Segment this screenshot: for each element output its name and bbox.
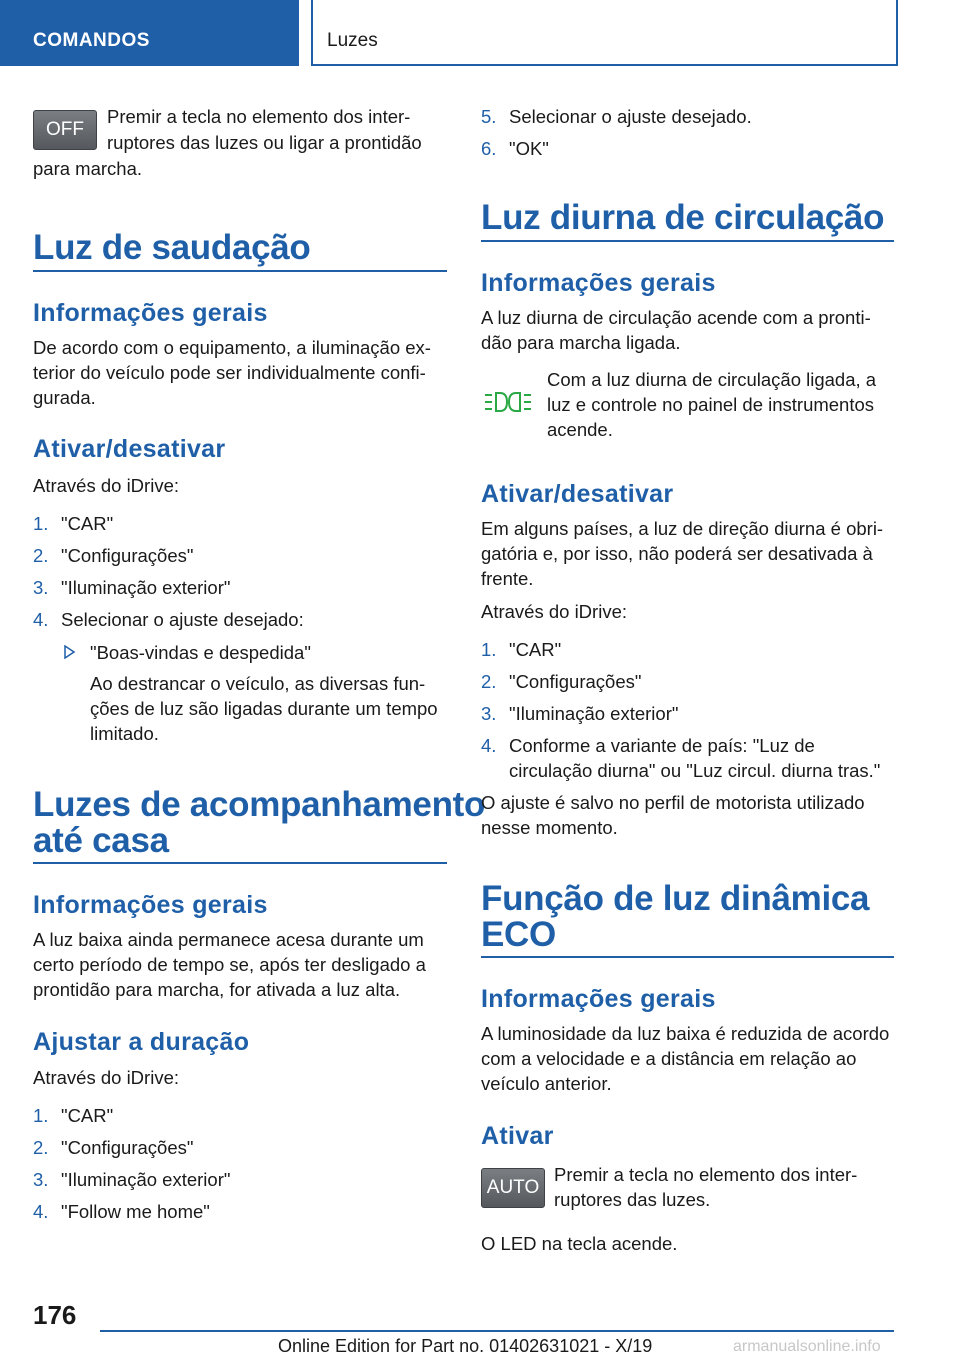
intro-text: para marcha. — [33, 158, 142, 179]
list-number: 1. — [33, 513, 49, 534]
list-item: "CAR" — [61, 1105, 114, 1126]
list-number: 3. — [481, 703, 497, 724]
heading-funcao-eco: Função de luz dinâmica — [481, 879, 870, 918]
list-number: 5. — [481, 106, 497, 127]
heading-rule — [33, 270, 447, 272]
list-number: 4. — [33, 609, 49, 630]
body-text: ruptores das luzes. — [554, 1189, 711, 1210]
body-text: frente. — [481, 568, 534, 589]
triangle-right-icon — [64, 645, 76, 659]
chapter-title: Luzes — [327, 30, 378, 51]
list-number: 6. — [481, 138, 497, 159]
body-text: Premir a tecla no elemento dos inter- — [554, 1164, 858, 1185]
heading-informacoes-gerais: Informações gerais — [33, 299, 268, 327]
body-text: acende. — [547, 419, 613, 440]
sub-list-desc: Ao destrancar o veículo, as diversas fun- — [90, 673, 426, 694]
heading-ativar-desativar: Ativar/desativar — [33, 435, 226, 463]
list-item: "Follow me home" — [61, 1201, 210, 1222]
list-item: "CAR" — [509, 639, 562, 660]
heading-rule — [481, 240, 894, 242]
chapter-tab — [311, 0, 898, 66]
list-item: "Configurações" — [61, 1137, 194, 1158]
body-text: A luminosidade da luz baixa é reduzida de acordo — [481, 1023, 890, 1044]
list-item: "Iluminação exterior" — [61, 1169, 231, 1190]
list-number: 3. — [33, 1169, 49, 1190]
body-text: A luz diurna de circulação acende com a pronti- — [481, 307, 871, 328]
body-text: com a velocidade e a distância em relação ao — [481, 1048, 857, 1069]
list-number: 4. — [481, 735, 497, 756]
body-text: Através do iDrive: — [481, 601, 627, 622]
list-number: 2. — [481, 671, 497, 692]
intro-text: ruptores das luzes ou ligar a prontidão — [107, 132, 422, 153]
list-number: 2. — [33, 545, 49, 566]
list-item: Conforme a variante de país: "Luz de — [509, 735, 815, 756]
body-text: dão para marcha ligada. — [481, 332, 681, 353]
heading-rule — [33, 862, 447, 864]
footer-rule — [100, 1330, 894, 1332]
list-item: Selecionar o ajuste desejado. — [509, 106, 752, 127]
heading-luzes-acompanhamento: até casa — [33, 821, 169, 860]
sub-list-item: "Boas-vindas e despedida" — [90, 642, 311, 663]
list-item: "Iluminação exterior" — [61, 577, 231, 598]
heading-informacoes-gerais: Informações gerais — [481, 269, 716, 297]
heading-informacoes-gerais: Informações gerais — [33, 891, 268, 919]
heading-informacoes-gerais: Informações gerais — [481, 985, 716, 1013]
body-text: gatória e, por isso, não poderá ser desativada à — [481, 543, 873, 564]
body-text: certo período de tempo se, após ter desligado a — [33, 954, 426, 975]
list-number: 2. — [33, 1137, 49, 1158]
off-button-icon: OFF — [33, 110, 97, 150]
list-number: 3. — [33, 577, 49, 598]
heading-ativar: Ativar — [481, 1122, 554, 1150]
list-number: 4. — [33, 1201, 49, 1222]
intro-text: Premir a tecla no elemento dos inter- — [107, 106, 411, 127]
list-item: Selecionar o ajuste desejado: — [61, 609, 304, 630]
heading-luz-de-saudacao: Luz de saudação — [33, 228, 311, 267]
body-text: Através do iDrive: — [33, 475, 179, 496]
heading-ajustar-duracao: Ajustar a duração — [33, 1028, 250, 1056]
body-text: O LED na tecla acende. — [481, 1233, 678, 1254]
body-text: luz e controle no painel de instrumentos — [547, 394, 875, 415]
sub-list-desc: limitado. — [90, 723, 159, 744]
sub-list-desc: ções de luz são ligadas durante um tempo — [90, 698, 438, 719]
list-number: 1. — [481, 639, 497, 660]
heading-luzes-acompanhamento: Luzes de acompanhamento — [33, 785, 486, 824]
body-text: Em alguns países, a luz de direção diurna é obri- — [481, 518, 884, 539]
footer-edition: Online Edition for Part no. 01402631021 - X/19 — [278, 1336, 653, 1356]
body-text: nesse momento. — [481, 817, 618, 838]
body-text: A luz baixa ainda permanece acesa durante um — [33, 929, 424, 950]
body-text: gurada. — [33, 387, 96, 408]
heading-funcao-eco: ECO — [481, 915, 556, 954]
auto-button-icon: AUTO — [481, 1168, 545, 1208]
watermark: armanualsonline.info — [733, 1338, 881, 1355]
section-tab — [0, 0, 299, 66]
body-text: prontidão para marcha, for ativada a luz alta. — [33, 979, 401, 1000]
body-text: O ajuste é salvo no perfil de motorista utilizado — [481, 792, 865, 813]
list-item: "Configurações" — [61, 545, 194, 566]
list-item: "OK" — [509, 138, 549, 159]
page-number: 176 — [33, 1300, 77, 1330]
list-item: "Configurações" — [509, 671, 642, 692]
heading-ativar-desativar: Ativar/desativar — [481, 480, 674, 508]
body-text: Através do iDrive: — [33, 1067, 179, 1088]
body-text: veículo anterior. — [481, 1073, 612, 1094]
list-item: "Iluminação exterior" — [509, 703, 679, 724]
list-item-continuation: circulação diurna" ou "Luz circul. diurna tras." — [509, 760, 881, 781]
list-number: 1. — [33, 1105, 49, 1126]
body-text: Com a luz diurna de circulação ligada, a — [547, 369, 877, 390]
list-item: "CAR" — [61, 513, 114, 534]
daytime-running-light-icon — [483, 390, 533, 414]
heading-rule — [481, 956, 894, 958]
heading-luz-diurna: Luz diurna de circulação — [481, 198, 885, 237]
section-title: COMANDOS — [33, 30, 150, 51]
body-text: terior do veículo pode ser individualmente confi- — [33, 362, 426, 383]
body-text: De acordo com o equipamento, a iluminação ex- — [33, 337, 431, 358]
